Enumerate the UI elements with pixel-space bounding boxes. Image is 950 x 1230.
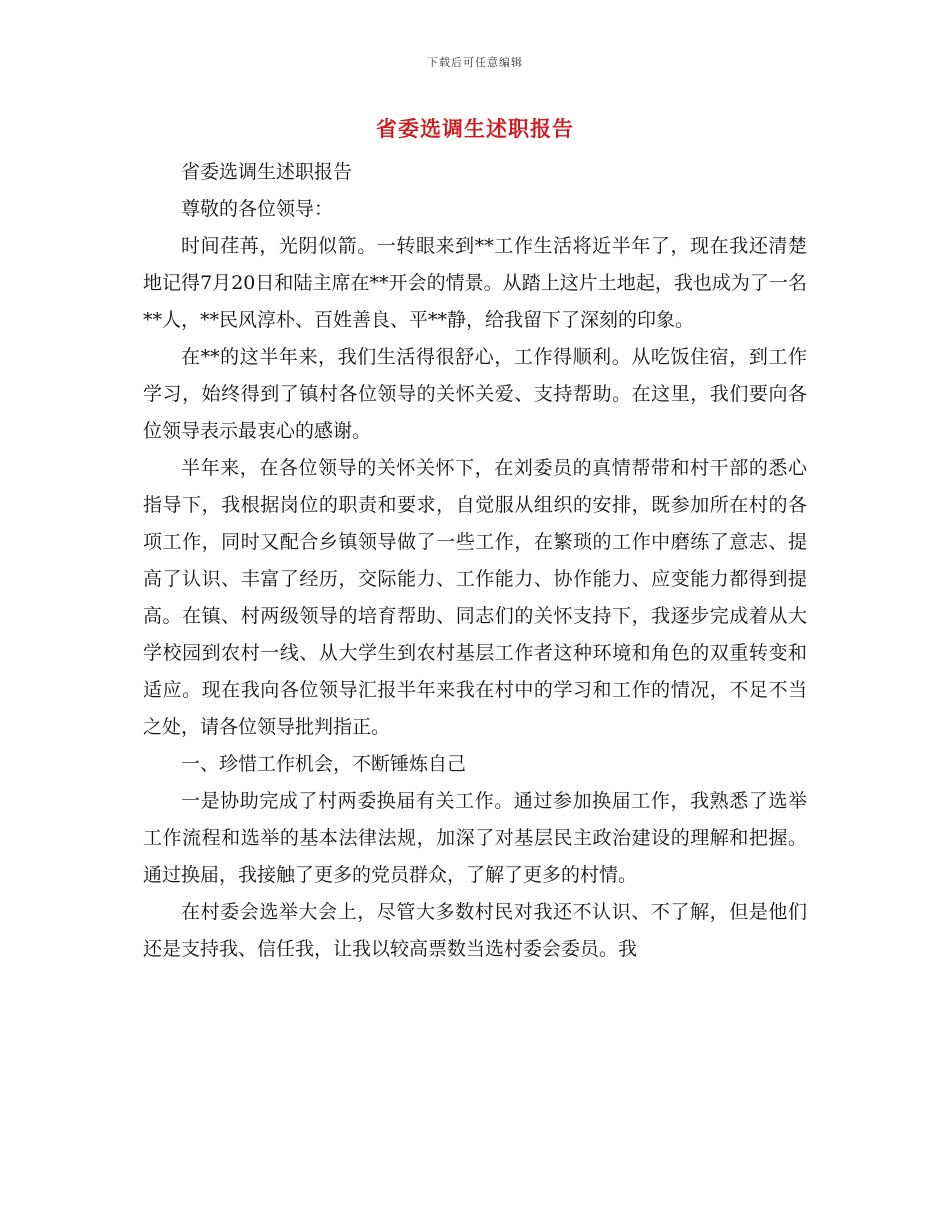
paragraph: 一是协助完成了村两委换届有关工作。通过参加换届工作，我熟悉了选举工作流程和选举的基本法律法规，加深了对基层民主政治建设的理解和把握。通过换届，我接触了更多的党员群众，了解了更多的村情。 bbox=[143, 790, 807, 886]
paragraph-salutation: 尊敬的各位领导： bbox=[181, 198, 334, 220]
paragraph-subtitle: 省委选调生述职报告 bbox=[181, 161, 353, 183]
paragraph: 在**的这半年来，我们生活得很舒心，工作得顺利。从吃饭住宿，到工作学习，始终得到了镇村各位领导的关怀关爱、支持帮助。在这里，我们要向各位领导表示最衷心的感谢。 bbox=[143, 346, 807, 442]
page-header-note: 下载后可任意编辑 bbox=[427, 56, 523, 69]
paragraph: 半年来，在各位领导的关怀关怀下，在刘委员的真情帮带和村干部的悉心指导下，我根据岗位的职责和要求，自觉服从组织的安排，既参加所在村的各项工作，同时又配合乡镇领导做了一些工作，在繁琐的工作中磨练了意志、提高了认识、丰富了经历，交际能力、工作能力、协作能力、应变能力都得到提高。在镇、村两级领导的培育帮助、同志们的关怀支持下，我逐步完成着从大学校园到农村一线、从大学生到农村基层工作者这种环境和角色的双重转变和适应。现在我向各位领导汇报半年来我在村中的学习和工作的情况，不足不当之处，请各位领导批判指正。 bbox=[143, 457, 807, 738]
section-heading: 一、珍惜工作机会，不断锤炼自己 bbox=[181, 753, 467, 775]
document-title: 省委选调生述职报告 bbox=[376, 116, 574, 141]
paragraph: 时间荏苒，光阴似箭。一转眼来到**工作生活将近半年了，现在我还清楚地记得7月20日和陆主席在**开会的情景。从踏上这片土地起，我也成为了一名**人，**民风淳朴、百姓善良、平**静，给我留下了深刻的印象。 bbox=[143, 235, 807, 331]
document-body bbox=[143, 154, 807, 968]
paragraph: 在村委会选举大会上，尽管大多数村民对我还不认识、不了解，但是他们还是支持我、信任我，让我以较高票数当选村委会委员。我 bbox=[143, 901, 807, 960]
